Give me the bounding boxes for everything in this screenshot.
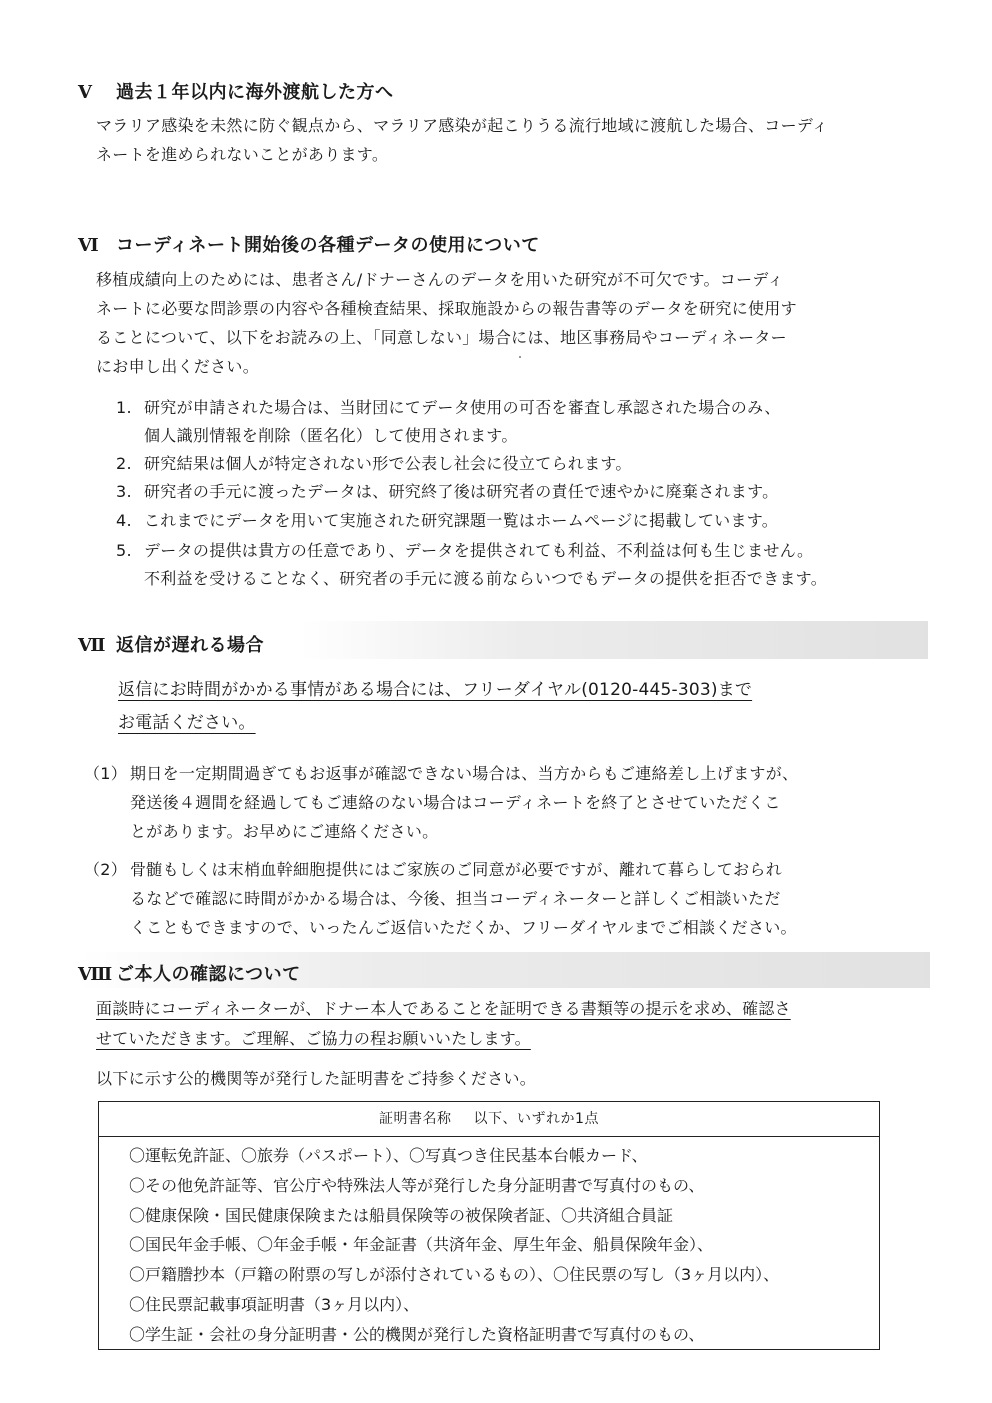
list-number: 1. (116, 398, 132, 417)
body-line: ることについて、以下をお読みの上、「同意しない」場合には、地区事務局やコーディネーター (96, 328, 787, 347)
section-6-heading (78, 231, 540, 257)
paren-text: 骨髄もしくは末梢血幹細胞提供にはご家族のご同意が必要ですが、離れて暮らしておられ (130, 860, 783, 879)
header-note: 以下、いずれか1点 (473, 1111, 599, 1127)
body-line: ネートを進められないことがあります。 (96, 145, 389, 164)
section-8-heading (78, 960, 301, 986)
list-text: データの提供は貴方の任意であり、データを提供されても利益、不利益は何も生じません。 (144, 541, 814, 560)
section-title: コーディネート開始後の各種データの使用について (116, 235, 540, 256)
list-text: 研究が申請された場合は、当財団にてデータ使用の可否を審査し承認された場合のみ、 (144, 398, 781, 417)
section-5-body (96, 111, 828, 169)
list-item (116, 394, 781, 450)
body-line: にお申し出ください。 (96, 357, 260, 376)
list-text: 研究結果は個人が特定されない形で公表し社会に役立てられます。 (144, 454, 632, 473)
heading-shading (300, 621, 928, 659)
notice-line: 面談時にコーディネーターが、ドナー本人であることを証明できる書類等の提示を求め、確認さ (96, 999, 791, 1018)
section-number: Ⅵ (78, 235, 100, 256)
section-number: Ⅴ (78, 82, 93, 103)
list-text: 研究者の手元に渡ったデータは、研究終了後は研究者の責任で速やかに廃棄されます。 (144, 482, 779, 501)
list-text: 個人識別情報を削除（匿名化）して使用されます。 (144, 426, 518, 445)
scan-speck (519, 356, 521, 358)
intro-line: 以下に示す公的機関等が発行した証明書をご持参ください。 (96, 1069, 537, 1088)
paren-text: とがあります。お早めにご連絡ください。 (130, 822, 439, 841)
section-number: Ⅶ (78, 635, 106, 656)
list-item (116, 507, 778, 535)
list-number: 4. (116, 511, 132, 530)
hotline-line: お電話ください。 (118, 713, 256, 733)
table-row: 〇住民票記載事項証明書（3ヶ月以内）、 (129, 1294, 420, 1314)
section-5-heading (78, 78, 394, 104)
list-item (116, 478, 778, 506)
section-7-heading (78, 631, 264, 657)
section-title: 過去１年以内に海外渡航した方へ (116, 82, 394, 103)
section-title: ご本人の確認について (116, 964, 301, 985)
paren-text: るなどで確認に時間がかかる場合は、今後、担当コーディネーターと詳しくご相談いただ (130, 889, 781, 908)
body-line: マラリア感染を未然に防ぐ観点から、マラリア感染が起こりうる流行地域に渡航した場合、コーディ (96, 116, 829, 135)
header-label: 証明書名称 (379, 1111, 452, 1127)
list-text: 不利益を受けることなく、研究者の手元に渡る前ならいつでもデータの提供を拒否できます。 (144, 569, 828, 588)
paren-text: くこともできますので、いったんご返信いただくか、フリーダイヤルまでご相談ください。 (130, 918, 797, 937)
hotline-line: 返信にお時間がかかる事情がある場合には、フリーダイヤル(0120-445-303)まで (118, 680, 753, 700)
list-number: 2. (116, 454, 132, 473)
table-row: 〇学生証・会社の身分証明書・公的機関が発行した資格証明書で写真付のもの、 (129, 1324, 705, 1344)
paren-item (84, 759, 798, 846)
section-number: Ⅷ (78, 964, 113, 985)
paren-item (84, 855, 797, 942)
table-header (99, 1102, 879, 1137)
list-item (116, 450, 632, 478)
table-row: 〇運転免許証、〇旅券（パスポート）、〇写真つき住民基本台帳カード、 (129, 1146, 648, 1165)
section-title: 返信が遅れる場合 (116, 635, 264, 656)
paren-text: 発送後４週間を経過してもご連絡のない場合はコーディネートを終了とさせていただくこ (130, 793, 781, 812)
documents-intro (96, 1064, 536, 1093)
table-row: 〇国民年金手帳、〇年金手帳・年金証書（共済年金、厚生年金、船員保険年金）、 (129, 1235, 714, 1255)
body-line: 移植成績向上のためには、患者さん/ドナーさんのデータを用いた研究が不可欠です。コーディ (96, 270, 784, 289)
list-item (116, 537, 827, 593)
hotline-notice (118, 674, 752, 740)
paren-number: （1） (84, 764, 128, 783)
list-number: 3. (116, 482, 132, 501)
id-documents-table (98, 1101, 880, 1350)
notice-line: せていただきます。ご理解、ご協力の程お願いいたします。 (96, 1029, 531, 1048)
identity-notice (96, 994, 791, 1054)
paren-text: 期日を一定期間過ぎてもお返事が確認できない場合は、当方からもご連絡差し上げますが、 (130, 764, 799, 783)
table-row: 〇その他免許証等、官公庁や特殊法人等が発行した身分証明書で写真付のもの、 (129, 1175, 705, 1195)
paren-number: （2） (84, 860, 128, 879)
body-line: ネートに必要な問診票の内容や各種検査結果、採取施設からの報告書等のデータを研究に使用す (96, 299, 797, 318)
list-text: これまでにデータを用いて実施された研究課題一覧はホームページに掲載しています。 (144, 511, 779, 530)
table-row: 〇戸籍謄抄本（戸籍の附票の写しが添付されているもの）、〇住民票の写し（3ヶ月以内）、 (129, 1265, 780, 1285)
list-number: 5. (116, 541, 132, 560)
section-6-body (96, 265, 797, 381)
table-body (99, 1137, 879, 1350)
table-row: 〇健康保険・国民健康保険または船員保険等の被保険者証、〇共済組合員証 (129, 1205, 674, 1225)
